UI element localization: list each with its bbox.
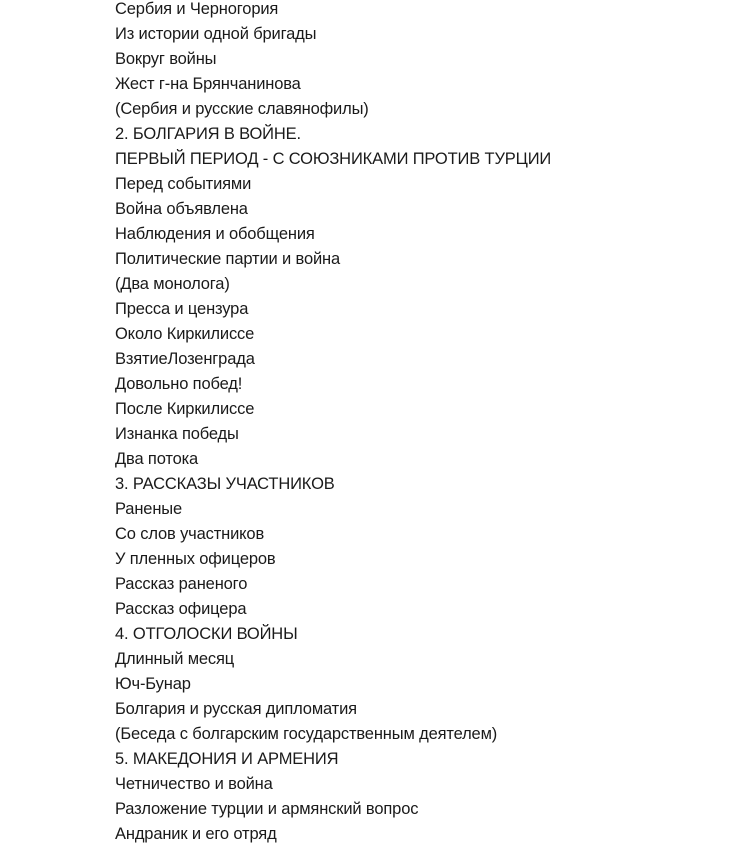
section-heading: 2. БОЛГАРИЯ В ВОЙНЕ. xyxy=(115,125,301,143)
toc-item: (Два монолога) xyxy=(115,275,230,293)
toc-item: ВзятиеЛозенграда xyxy=(115,350,255,368)
toc-item: Политические партии и война xyxy=(115,250,341,268)
toc-item: Довольно побед! xyxy=(115,375,243,393)
toc-item: Вокруг войны xyxy=(115,50,217,68)
section-heading: 3. РАССКАЗЫ УЧАСТНИКОВ xyxy=(115,475,335,493)
table-of-contents xyxy=(115,0,551,847)
toc-item: Наблюдения и обобщения xyxy=(115,225,315,243)
toc-item: Рассказ офицера xyxy=(115,600,247,618)
section-heading: ПЕРВЫЙ ПЕРИОД - С СОЮЗНИКАМИ ПРОТИВ ТУРЦИИ xyxy=(115,150,552,168)
toc-item: Болгария и русская дипломатия xyxy=(115,700,357,718)
toc-item: Изнанка победы xyxy=(115,425,239,443)
toc-item: Война объявлена xyxy=(115,200,248,218)
toc-item: Около Киркилиссе xyxy=(115,325,255,343)
toc-item: Раненые xyxy=(115,500,183,518)
toc-item: Со слов участников xyxy=(115,525,265,543)
toc-item: (Сербия и русские славянофилы) xyxy=(115,100,369,118)
toc-item: Длинный месяц xyxy=(115,650,235,668)
toc-item: После Киркилиссе xyxy=(115,400,255,418)
toc-item: Юч-Бунар xyxy=(115,675,191,693)
toc-item: Рассказ раненого xyxy=(115,575,248,593)
toc-item: Четничество и война xyxy=(115,775,273,793)
toc-item: Перед событиями xyxy=(115,175,252,193)
section-heading: 4. ОТГОЛОСКИ ВОЙНЫ xyxy=(115,625,298,643)
toc-item: Андраник и его отряд xyxy=(115,825,277,843)
toc-item: (Беседа с болгарским государственным деятелем) xyxy=(115,725,498,743)
toc-item: Из истории одной бригады xyxy=(115,25,317,43)
toc-item: Разложение турции и армянский вопрос xyxy=(115,800,419,818)
toc-item: Два потока xyxy=(115,450,199,468)
toc-item: Жест г-на Брянчанинова xyxy=(115,75,301,93)
toc-item: Пресса и цензура xyxy=(115,300,249,318)
toc-item: У пленных офицеров xyxy=(115,550,276,568)
section-heading: 5. МАКЕДОНИЯ И АРМЕНИЯ xyxy=(115,750,339,768)
toc-item: Сербия и Черногория xyxy=(115,0,279,18)
